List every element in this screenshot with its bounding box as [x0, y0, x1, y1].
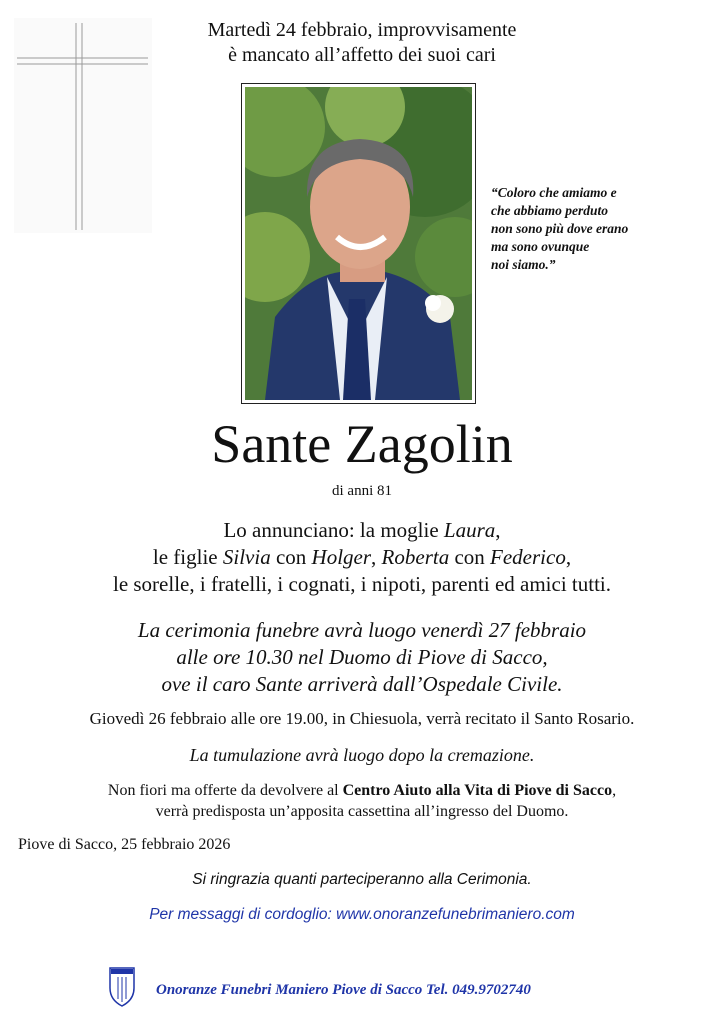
announcement-text: , — [565, 545, 572, 569]
partner-name: Holger — [311, 545, 372, 569]
ceremony-line: ove il caro Sante arriverà dall’Ospedale Civile. — [161, 672, 563, 696]
quote-line: ma sono ovunque — [491, 239, 590, 254]
burial-info: La tumulazione avrà luogo dopo la cremazione. — [189, 745, 535, 765]
thanks-note: Si ringrazia quanti parteciperanno alla Cerimonia. — [192, 871, 532, 888]
announcement-text: Lo annunciano: la moglie — [223, 518, 444, 542]
donation-info — [0, 780, 724, 822]
memorial-quote — [491, 184, 716, 274]
announcement-text: con — [449, 545, 491, 569]
rosary-info: Giovedì 26 febbraio alle ore 19.00, in Chiesuola, verrà recitato il Santo Rosario. — [89, 709, 635, 728]
funeral-ceremony-info — [0, 617, 724, 698]
donation-text: Non fiori ma offerte da devolvere al — [107, 782, 343, 799]
portrait-photo — [241, 83, 476, 404]
donation-line-2: verrà predisposta un’apposita cassettina all’ingresso del Duomo. — [155, 803, 569, 820]
quote-line: “Coloro che amiamo e — [491, 185, 617, 200]
family-announcement — [0, 517, 724, 598]
deceased-age: di anni 81 — [332, 483, 392, 499]
partner-name: Federico — [490, 545, 566, 569]
death-announcement-header — [150, 18, 574, 68]
daughter-name: Silvia — [222, 545, 271, 569]
announcement-text: con — [270, 545, 312, 569]
funeral-home-contact: Onoranze Funebri Maniero Piove di Sacco Tel. 049.9702740 — [156, 982, 531, 998]
announcement-line-1 — [0, 517, 724, 544]
announcement-line-2 — [0, 544, 724, 571]
daughter-name: Roberta — [381, 545, 450, 569]
donation-organization: Centro Aiuto alla Vita di Piove di Sacco — [342, 782, 613, 799]
quote-line: non sono più dove erano — [491, 221, 629, 236]
portrait-image — [245, 87, 472, 400]
condolence-messages-link[interactable]: Per messaggi di cordoglio: www.onoranzefunebrimaniero.com — [149, 906, 575, 923]
quote-line: noi siamo.” — [491, 257, 556, 272]
header-line-1: Martedì 24 febbraio, improvvisamente — [207, 19, 517, 41]
header-line-2: è mancato all’affetto dei suoi cari — [228, 44, 496, 66]
funeral-home-logo — [108, 966, 136, 1008]
wife-name: Laura — [443, 518, 496, 542]
announcement-text: , — [371, 545, 382, 569]
quote-line: che abbiamo perduto — [491, 203, 608, 218]
cross-icon — [14, 18, 152, 233]
announcement-line-3: le sorelle, i fratelli, i cognati, i nipoti, parenti ed amici tutti. — [112, 572, 612, 596]
ceremony-line: alle ore 10.30 nel Duomo di Piove di Sacco, — [176, 645, 548, 669]
announcement-text: le figlie — [152, 545, 223, 569]
donation-text: , — [612, 782, 617, 799]
donation-line-1 — [0, 780, 724, 801]
deceased-name: Sante Zagolin — [211, 414, 513, 474]
ceremony-line: La cerimonia funebre avrà luogo venerdì 27 febbraio — [137, 618, 587, 642]
announcement-text: , — [495, 518, 501, 542]
place-and-date: Piove di Sacco, 25 febbraio 2026 — [18, 836, 231, 853]
